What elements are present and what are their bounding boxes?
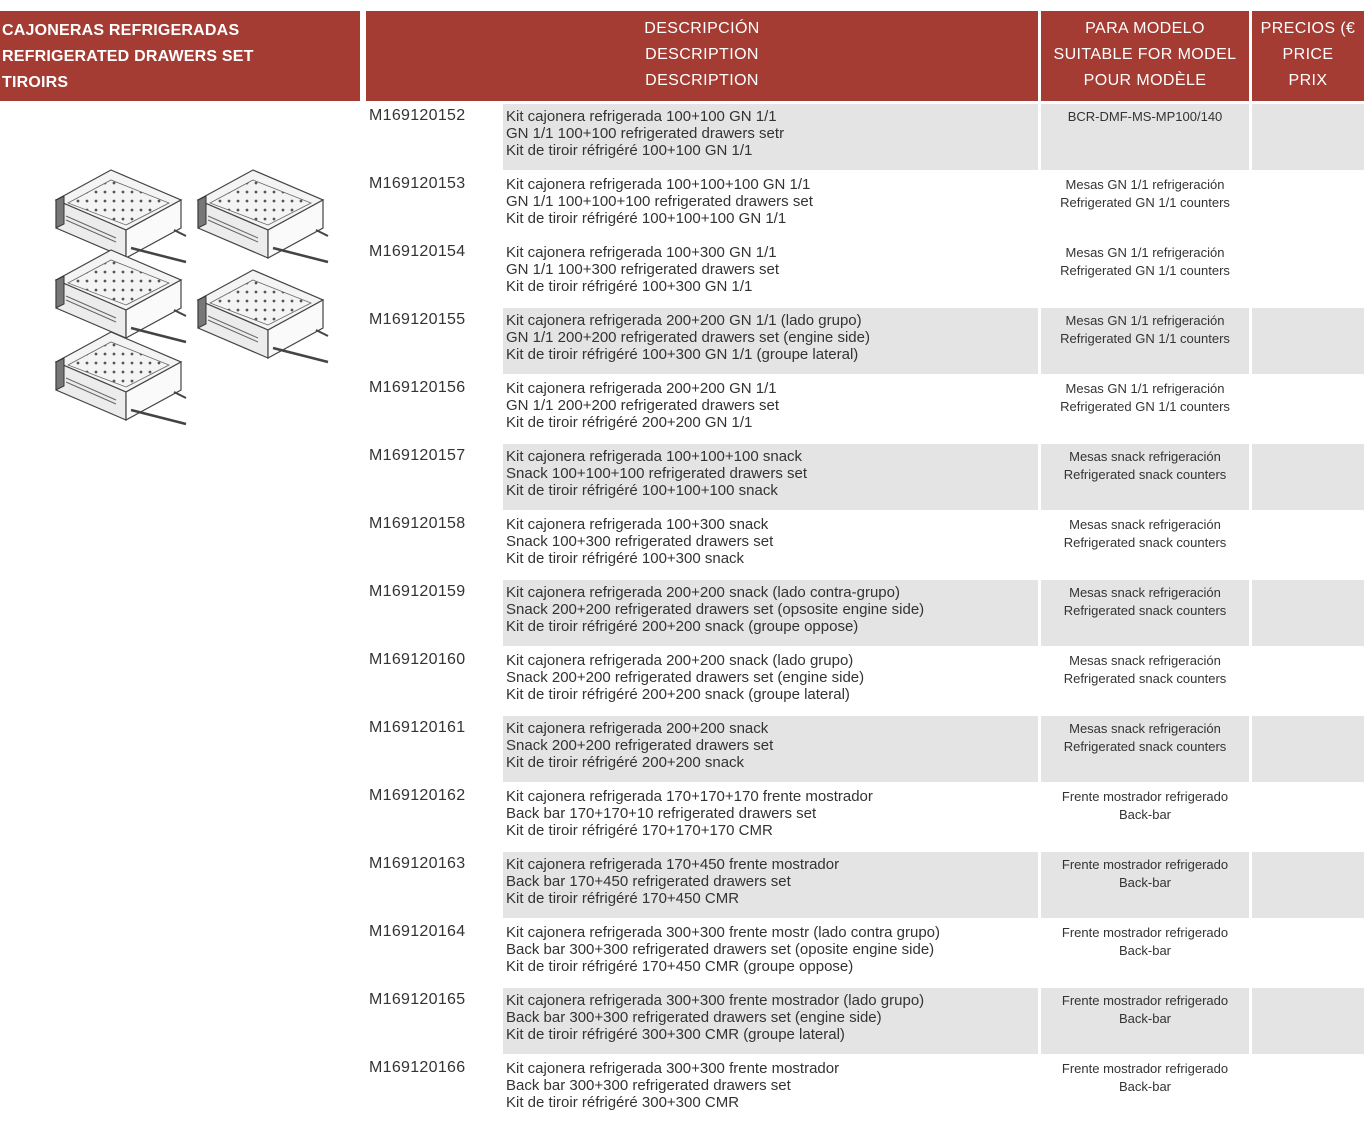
product-code: M169120156	[369, 379, 466, 396]
description-line: Kit de tiroir réfrigéré 170+450 CMR (groupe oppose)	[506, 958, 854, 975]
model-line: Refrigerated GN 1/1 counters	[1060, 195, 1230, 210]
table-row	[366, 716, 1364, 784]
price-column-header	[1252, 11, 1364, 101]
suitable-model	[1041, 516, 1249, 552]
model-line: Back-bar	[1118, 1011, 1172, 1026]
model-line: Refrigerated snack counters	[1063, 671, 1227, 686]
suitable-model	[1041, 380, 1249, 416]
suitable-model	[1041, 924, 1249, 960]
model-line: Refrigerated GN 1/1 counters	[1060, 331, 1230, 346]
description-line: Back bar 170+170+10 refrigerated drawers set	[506, 805, 817, 822]
model-header-fr: POUR MODÈLE	[1083, 72, 1207, 89]
description-line: Kit de tiroir réfrigéré 200+200 snack (groupe lateral)	[506, 686, 850, 703]
table-row	[366, 580, 1364, 648]
model-line: Refrigerated snack counters	[1063, 603, 1227, 618]
description-line: Snack 200+200 refrigerated drawers set	[506, 737, 774, 754]
model-line: Mesas GN 1/1 refrigeración	[1065, 313, 1225, 328]
model-line: Mesas snack refrigeración	[1069, 449, 1221, 464]
description-line: Snack 200+200 refrigerated drawers set (engine side)	[506, 669, 865, 686]
description-line: Kit cajonera refrigerada 100+300 GN 1/1	[506, 244, 777, 261]
price-cell	[1252, 104, 1364, 170]
table-row	[366, 444, 1364, 512]
suitable-model	[1041, 176, 1249, 212]
price-header-es: PRECIOS (€	[1260, 20, 1356, 37]
product-code: M169120163	[369, 855, 466, 872]
description-line: Kit de tiroir réfrigéré 100+100 GN 1/1	[506, 142, 753, 159]
description-line: GN 1/1 200+200 refrigerated drawers set	[506, 397, 780, 414]
model-line: Mesas GN 1/1 refrigeración	[1065, 381, 1225, 396]
description-line: Snack 100+100+100 refrigerated drawers set	[506, 465, 808, 482]
price-header-en: PRICE	[1282, 46, 1334, 63]
description-line: Kit de tiroir réfrigéré 100+300 GN 1/1	[506, 278, 753, 295]
product-description	[506, 924, 940, 975]
product-description	[506, 176, 813, 227]
description-line: Kit cajonera refrigerada 170+450 frente mostrador	[506, 856, 840, 873]
product-code: M169120153	[369, 175, 466, 192]
description-line: Kit cajonera refrigerada 200+200 GN 1/1 (lado grupo)	[506, 312, 862, 329]
description-header-fr: DESCRIPTION	[645, 72, 759, 89]
model-header-es: PARA MODELO	[1085, 20, 1205, 37]
product-description	[506, 788, 873, 839]
product-code: M169120155	[369, 311, 466, 328]
model-line: Refrigerated snack counters	[1063, 467, 1227, 482]
model-line: BCR-DMF-MS-MP100/140	[1067, 109, 1223, 124]
description-line: Kit de tiroir réfrigéré 100+300 snack	[506, 550, 745, 567]
product-description	[506, 244, 779, 295]
description-header-en: DESCRIPTION	[645, 46, 759, 63]
price-cell	[1252, 716, 1364, 782]
model-line: Back-bar	[1118, 1079, 1172, 1094]
description-line: Kit de tiroir réfrigéré 300+300 CMR (groupe lateral)	[506, 1026, 845, 1043]
suitable-model	[1041, 992, 1249, 1028]
price-cell	[1252, 580, 1364, 646]
model-line: Back-bar	[1118, 943, 1172, 958]
model-line: Mesas snack refrigeración	[1069, 653, 1221, 668]
description-line: Kit de tiroir réfrigéré 170+170+170 CMR	[506, 822, 773, 839]
product-description	[506, 380, 779, 431]
product-description	[506, 1060, 839, 1111]
model-line: Frente mostrador refrigerado	[1061, 993, 1229, 1008]
model-line: Mesas snack refrigeración	[1069, 585, 1221, 600]
description-line: Kit de tiroir réfrigéré 300+300 CMR	[506, 1094, 740, 1111]
price-cell	[1252, 988, 1364, 1054]
product-description	[506, 856, 839, 907]
product-code: M169120165	[369, 991, 466, 1008]
description-line: Kit cajonera refrigerada 200+200 snack	[506, 720, 769, 737]
product-code: M169120161	[369, 719, 466, 736]
price-cell	[1252, 240, 1364, 306]
suitable-model	[1041, 788, 1249, 824]
price-cell	[1252, 376, 1364, 442]
table-row	[366, 172, 1364, 240]
price-cell	[1252, 512, 1364, 578]
description-line: Kit de tiroir réfrigéré 100+100+100 snack	[506, 482, 778, 499]
model-line: Mesas snack refrigeración	[1069, 517, 1221, 532]
product-code: M169120162	[369, 787, 466, 804]
description-line: Kit de tiroir réfrigéré 100+100+100 GN 1/1	[506, 210, 787, 227]
product-code: M169120159	[369, 583, 466, 600]
table-row	[366, 308, 1364, 376]
description-line: Snack 200+200 refrigerated drawers set (opsosite engine side)	[506, 601, 925, 618]
model-line: Mesas GN 1/1 refrigeración	[1065, 177, 1225, 192]
description-column-header	[366, 11, 1038, 101]
suitable-model	[1041, 244, 1249, 280]
product-code: M169120166	[369, 1059, 466, 1076]
model-line: Back-bar	[1118, 807, 1172, 822]
product-table	[366, 104, 1364, 1124]
price-cell	[1252, 308, 1364, 374]
section-title-fr: TIROIRS	[2, 74, 69, 91]
price-cell	[1252, 1056, 1364, 1122]
model-line: Frente mostrador refrigerado	[1061, 789, 1229, 804]
description-line: Kit cajonera refrigerada 170+170+170 frente mostrador	[506, 788, 873, 805]
description-header-es: DESCRIPCIÓN	[644, 20, 760, 37]
description-line: Kit de tiroir réfrigéré 200+200 snack	[506, 754, 745, 771]
section-title-en: REFRIGERATED DRAWERS SET	[2, 48, 254, 65]
description-line: GN 1/1 100+300 refrigerated drawers set	[506, 261, 780, 278]
product-code: M169120157	[369, 447, 466, 464]
product-code: M169120164	[369, 923, 466, 940]
suitable-model	[1041, 584, 1249, 620]
description-line: Kit cajonera refrigerada 300+300 frente mostrador (lado grupo)	[506, 992, 925, 1009]
suitable-model	[1041, 1060, 1249, 1096]
description-line: Back bar 300+300 refrigerated drawers set	[506, 1077, 791, 1094]
description-line: Kit cajonera refrigerada 200+200 snack (lado contra-grupo)	[506, 584, 900, 601]
model-line: Back-bar	[1118, 875, 1172, 890]
description-line: GN 1/1 100+100 refrigerated drawers setr	[506, 125, 785, 142]
table-row	[366, 1056, 1364, 1124]
model-column-header	[1041, 11, 1249, 101]
product-description	[506, 516, 773, 567]
price-cell	[1252, 444, 1364, 510]
model-line: Mesas snack refrigeración	[1069, 721, 1221, 736]
suitable-model	[1041, 652, 1249, 688]
price-cell	[1252, 172, 1364, 238]
description-line: Back bar 170+450 refrigerated drawers set	[506, 873, 791, 890]
table-row	[366, 512, 1364, 580]
price-cell	[1252, 784, 1364, 850]
description-line: Back bar 300+300 refrigerated drawers set (engine side)	[506, 1009, 882, 1026]
price-cell	[1252, 920, 1364, 986]
product-description	[506, 108, 784, 159]
description-line: GN 1/1 100+100+100 refrigerated drawers set	[506, 193, 813, 210]
description-line: Kit de tiroir réfrigéré 200+200 GN 1/1	[506, 414, 753, 431]
description-line: Kit de tiroir réfrigéré 200+200 snack (groupe oppose)	[506, 618, 859, 635]
table-row	[366, 648, 1364, 716]
refrigerated-drawers-sets-icon	[52, 166, 342, 436]
table-row	[366, 920, 1364, 988]
description-line: Kit cajonera refrigerada 100+300 snack	[506, 516, 769, 533]
product-code: M169120154	[369, 243, 466, 260]
model-line: Refrigerated snack counters	[1063, 739, 1227, 754]
suitable-model	[1041, 312, 1249, 348]
table-row	[366, 240, 1364, 308]
table-row	[366, 376, 1364, 444]
product-code: M169120160	[369, 651, 466, 668]
product-description	[506, 448, 807, 499]
model-line: Refrigerated GN 1/1 counters	[1060, 263, 1230, 278]
description-line: Kit cajonera refrigerada 100+100+100 GN 1/1	[506, 176, 811, 193]
section-title-es: CAJONERAS REFRIGERADAS	[2, 22, 240, 39]
table-row	[366, 988, 1364, 1056]
model-line: Refrigerated snack counters	[1063, 535, 1227, 550]
model-line: Frente mostrador refrigerado	[1061, 1061, 1229, 1076]
product-code: M169120152	[369, 107, 466, 124]
suitable-model	[1041, 448, 1249, 484]
suitable-model	[1041, 720, 1249, 756]
product-description	[506, 312, 870, 363]
price-cell	[1252, 852, 1364, 918]
description-line: GN 1/1 200+200 refrigerated drawers set (engine side)	[506, 329, 870, 346]
table-row	[366, 104, 1364, 172]
description-line: Kit cajonera refrigerada 300+300 frente mostr (lado contra grupo)	[506, 924, 940, 941]
price-cell	[1252, 648, 1364, 714]
model-line: Refrigerated GN 1/1 counters	[1060, 399, 1230, 414]
description-line: Kit cajonera refrigerada 100+100 GN 1/1	[506, 108, 777, 125]
description-line: Kit de tiroir réfrigéré 100+300 GN 1/1 (groupe lateral)	[506, 346, 859, 363]
description-line: Kit cajonera refrigerada 200+200 GN 1/1	[506, 380, 777, 397]
product-code: M169120158	[369, 515, 466, 532]
model-line: Frente mostrador refrigerado	[1061, 857, 1229, 872]
suitable-model	[1041, 108, 1249, 126]
product-description	[506, 652, 864, 703]
model-line: Mesas GN 1/1 refrigeración	[1065, 245, 1225, 260]
section-title	[0, 11, 360, 101]
model-line: Frente mostrador refrigerado	[1061, 925, 1229, 940]
description-line: Back bar 300+300 refrigerated drawers set (oposite engine side)	[506, 941, 935, 958]
description-line: Snack 100+300 refrigerated drawers set	[506, 533, 774, 550]
description-line: Kit cajonera refrigerada 200+200 snack (lado grupo)	[506, 652, 854, 669]
product-description	[506, 720, 773, 771]
price-header-fr: PRIX	[1288, 72, 1328, 89]
table-row	[366, 852, 1364, 920]
product-description	[506, 584, 924, 635]
description-line: Kit de tiroir réfrigéré 170+450 CMR	[506, 890, 740, 907]
product-description	[506, 992, 924, 1043]
description-line: Kit cajonera refrigerada 300+300 frente mostrador	[506, 1060, 840, 1077]
model-header-en: SUITABLE FOR MODEL	[1053, 46, 1237, 63]
description-line: Kit cajonera refrigerada 100+100+100 snack	[506, 448, 803, 465]
suitable-model	[1041, 856, 1249, 892]
table-row	[366, 784, 1364, 852]
